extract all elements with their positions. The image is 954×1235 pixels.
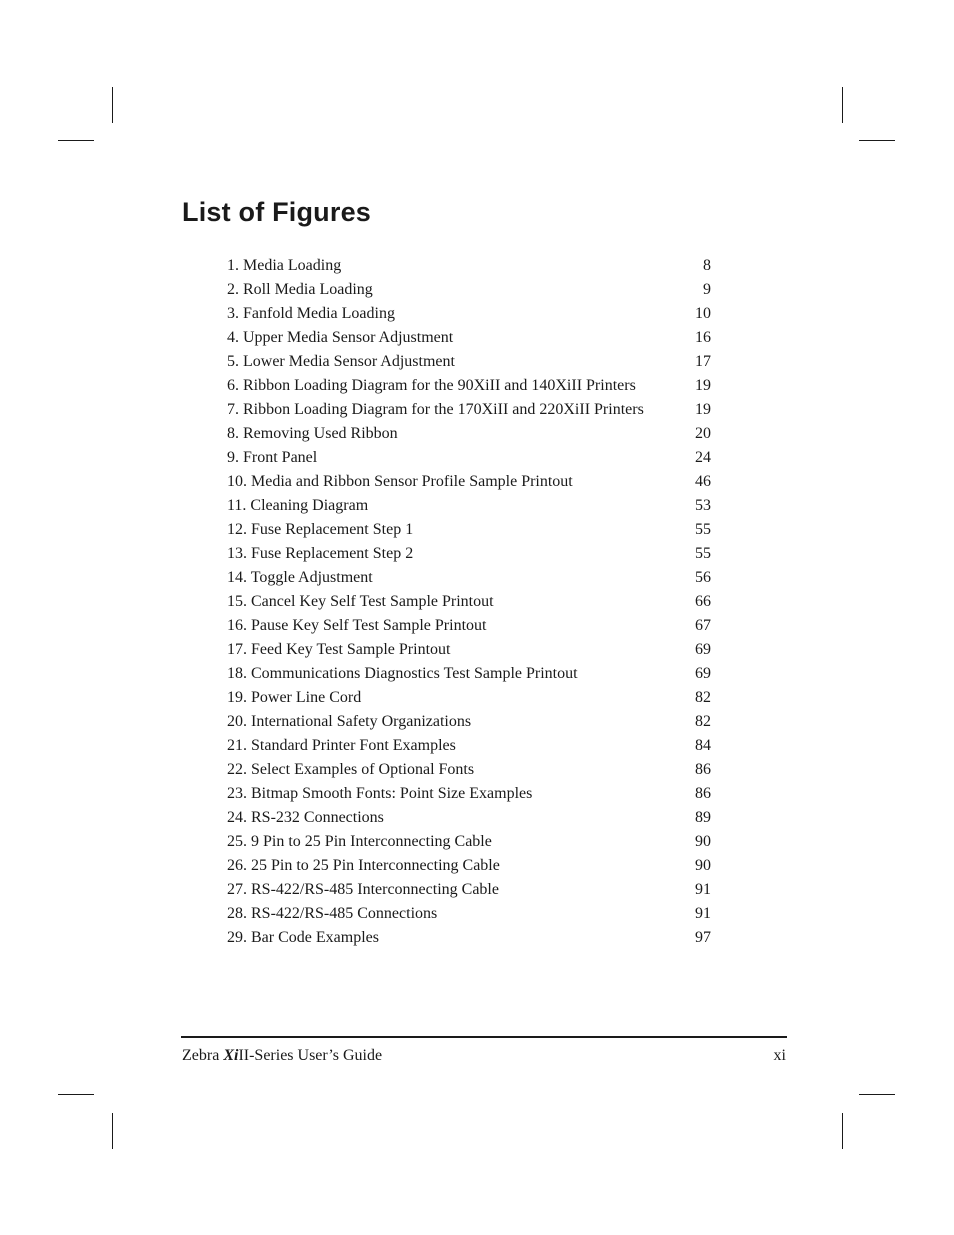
figure-title: 28. RS-422/RS-485 Connections <box>227 905 438 922</box>
figure-title: 17. Feed Key Test Sample Printout <box>227 641 451 658</box>
figure-entry[interactable] <box>227 374 711 398</box>
figure-title: 10. Media and Ribbon Sensor Profile Sample Printout <box>227 473 573 490</box>
figure-title: 22. Select Examples of Optional Fonts <box>227 761 475 778</box>
figure-page-number: 91 <box>695 905 711 922</box>
crop-mark-bottom-left-horizontal <box>58 1094 94 1095</box>
figure-page-number: 91 <box>695 881 711 898</box>
figure-title: 19. Power Line Cord <box>227 689 362 706</box>
crop-mark-bottom-left-vertical <box>112 1113 113 1149</box>
figure-entry[interactable] <box>227 470 711 494</box>
figure-page-number: 89 <box>695 809 711 826</box>
figure-title: 2. Roll Media Loading <box>227 281 373 298</box>
figure-page-number: 24 <box>695 449 711 466</box>
figure-title: 1. Media Loading <box>227 257 342 274</box>
figure-page-number: 86 <box>695 761 711 778</box>
figure-entry[interactable] <box>227 758 711 782</box>
crop-mark-top-left-vertical <box>112 87 113 123</box>
figure-entry[interactable] <box>227 782 711 806</box>
figure-page-number: 84 <box>695 737 711 754</box>
figure-page-number: 16 <box>695 329 711 346</box>
figure-title: 11. Cleaning Diagram <box>227 497 369 514</box>
figure-title: 16. Pause Key Self Test Sample Printout <box>227 617 487 634</box>
figure-title: 15. Cancel Key Self Test Sample Printout <box>227 593 494 610</box>
figure-entry[interactable] <box>227 710 711 734</box>
figure-entry[interactable] <box>227 878 711 902</box>
figure-page-number: 90 <box>695 833 711 850</box>
figure-title: 20. International Safety Organizations <box>227 713 472 730</box>
figure-title: 21. Standard Printer Font Examples <box>227 737 456 754</box>
figure-entry[interactable] <box>227 278 711 302</box>
figure-page-number: 90 <box>695 857 711 874</box>
footer-rule <box>181 1036 787 1038</box>
figure-title: 4. Upper Media Sensor Adjustment <box>227 329 454 346</box>
figure-page-number: 8 <box>703 257 711 274</box>
figure-title: 12. Fuse Replacement Step 1 <box>227 521 414 538</box>
figure-title: 24. RS-232 Connections <box>227 809 384 826</box>
figure-page-number: 82 <box>695 713 711 730</box>
figure-title: 8. Removing Used Ribbon <box>227 425 398 442</box>
figure-page-number: 55 <box>695 521 711 538</box>
figure-entry[interactable] <box>227 422 711 446</box>
figure-entry[interactable] <box>227 662 711 686</box>
footer-brand-suffix: II-Series User’s Guide <box>238 1047 383 1064</box>
figure-page-number: 86 <box>695 785 711 802</box>
figure-entry[interactable] <box>227 614 711 638</box>
footer-brand-italic: Xi <box>223 1047 239 1064</box>
figure-list <box>227 254 711 950</box>
figure-entry[interactable] <box>227 446 711 470</box>
footer-document-title <box>182 1045 382 1067</box>
figure-title: 6. Ribbon Loading Diagram for the 90XiII and 140XiII Printers <box>227 377 636 394</box>
figure-page-number: 67 <box>695 617 711 634</box>
figure-page-number: 69 <box>695 665 711 682</box>
footer-page-number: xi <box>773 1047 786 1064</box>
figure-title: 18. Communications Diagnostics Test Sample Printout <box>227 665 578 682</box>
figure-page-number: 82 <box>695 689 711 706</box>
figure-entry[interactable] <box>227 854 711 878</box>
crop-mark-bottom-right-horizontal <box>859 1094 895 1095</box>
figure-entry[interactable] <box>227 638 711 662</box>
figure-entry[interactable] <box>227 566 711 590</box>
figure-page-number: 46 <box>695 473 711 490</box>
footer-brand-prefix: Zebra <box>182 1047 224 1064</box>
figure-title: 13. Fuse Replacement Step 2 <box>227 545 414 562</box>
figure-entry[interactable] <box>227 494 711 518</box>
crop-mark-bottom-right-vertical <box>842 1113 843 1149</box>
page-title: List of Figures <box>182 197 372 227</box>
figure-page-number: 55 <box>695 545 711 562</box>
figure-title: 29. Bar Code Examples <box>227 929 379 946</box>
figure-page-number: 56 <box>695 569 711 586</box>
figure-page-number: 10 <box>695 305 711 322</box>
figure-page-number: 19 <box>695 401 711 418</box>
figure-entry[interactable] <box>227 542 711 566</box>
figure-title: 25. 9 Pin to 25 Pin Interconnecting Cable <box>227 833 492 850</box>
figure-title: 9. Front Panel <box>227 449 318 466</box>
crop-mark-top-right-horizontal <box>859 140 895 141</box>
figure-title: 14. Toggle Adjustment <box>227 569 373 586</box>
figure-entry[interactable] <box>227 806 711 830</box>
figure-title: 3. Fanfold Media Loading <box>227 305 395 322</box>
figure-page-number: 19 <box>695 377 711 394</box>
figure-entry[interactable] <box>227 254 711 278</box>
figure-page-number: 66 <box>695 593 711 610</box>
figure-title: 27. RS-422/RS-485 Interconnecting Cable <box>227 881 499 898</box>
figure-entry[interactable] <box>227 734 711 758</box>
figure-page-number: 20 <box>695 425 711 442</box>
figure-entry[interactable] <box>227 926 711 950</box>
figure-entry[interactable] <box>227 398 711 422</box>
figure-title: 23. Bitmap Smooth Fonts: Point Size Examples <box>227 785 533 802</box>
crop-mark-top-right-vertical <box>842 87 843 123</box>
figure-page-number: 53 <box>695 497 711 514</box>
crop-mark-top-left-horizontal <box>58 140 94 141</box>
figure-entry[interactable] <box>227 902 711 926</box>
figure-entry[interactable] <box>227 686 711 710</box>
figure-entry[interactable] <box>227 590 711 614</box>
figure-page-number: 69 <box>695 641 711 658</box>
figure-title: 5. Lower Media Sensor Adjustment <box>227 353 455 370</box>
figure-entry[interactable] <box>227 302 711 326</box>
figure-page-number: 97 <box>695 929 711 946</box>
figure-page-number: 9 <box>703 281 711 298</box>
figure-entry[interactable] <box>227 830 711 854</box>
figure-entry[interactable] <box>227 518 711 542</box>
figure-title: 7. Ribbon Loading Diagram for the 170XiII and 220XiII Printers <box>227 401 644 418</box>
figure-entry[interactable] <box>227 326 711 350</box>
figure-page-number: 17 <box>695 353 711 370</box>
figure-entry[interactable] <box>227 350 711 374</box>
figure-title: 26. 25 Pin to 25 Pin Interconnecting Cable <box>227 857 500 874</box>
